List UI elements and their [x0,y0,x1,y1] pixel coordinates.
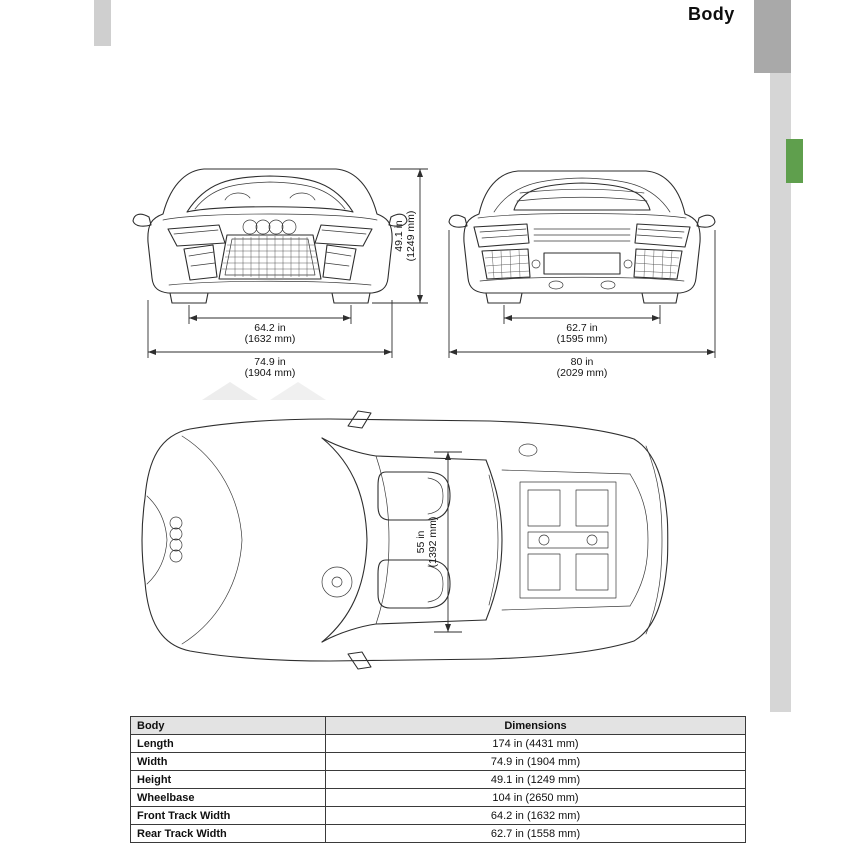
page-corner-mark [94,0,111,46]
spec-label: Length [131,735,326,753]
top-windshield [322,438,367,642]
rear-left-vent-grille [482,249,530,279]
spec-value: 64.2 in (1632 mm) [326,807,746,825]
front-height-dimension [372,169,428,303]
rear-view-diagram [449,171,715,379]
engine-detail [520,482,616,598]
top-width-dimension [415,452,462,632]
grille-mesh [222,236,319,278]
audi-rings-top-icon [170,517,182,562]
table-row [131,771,746,789]
seat-left [378,472,450,520]
rear-track-dimension [504,305,660,345]
steering-wheel [322,567,352,597]
spec-label: Height [131,771,326,789]
rear-left-wheel [486,293,522,303]
top-width-value: 55 in [415,530,427,554]
table-row [131,735,746,753]
rear-width-metric: (2029 mm) [556,367,608,379]
front-right-wheel [332,293,370,303]
front-width-value: 74.9 in [254,356,286,368]
front-left-wheel [170,293,208,303]
front-track-dimension [189,305,351,345]
table-header-row [131,717,746,735]
rear-right-mirror [697,215,715,227]
table-row [131,789,746,807]
rear-track-value: 62.7 in [566,322,598,334]
front-height-metric: (1249 mm) [405,210,417,262]
table-header-body: Body [131,717,326,735]
top-body-outline [142,419,668,661]
spec-value: 49.1 in (1249 mm) [326,771,746,789]
spec-value: 104 in (2650 mm) [326,789,746,807]
table-row [131,753,746,771]
right-exhaust [601,281,615,289]
rear-right-wheel [642,293,678,303]
rear-right-vent-grille [634,249,682,279]
spec-label: Wheelbase [131,789,326,807]
right-headlight [315,225,372,246]
table-row [131,807,746,825]
table-row [131,825,746,843]
header-bar [754,0,791,73]
page-title: Body [688,4,735,24]
spec-label: Width [131,753,326,771]
fuel-cap [519,444,537,456]
seat-right [378,560,450,608]
license-plate [544,253,620,274]
rear-width-value: 80 in [570,356,594,368]
watermark [202,382,326,400]
table-header-dimensions: Dimensions [326,717,746,735]
roof-panel [376,456,486,460]
right-side-grille [323,245,356,280]
front-height-value: 49.1 in [393,220,405,252]
front-track-value: 64.2 in [254,322,286,334]
rear-left-mirror [449,215,467,227]
spec-value: 174 in (4431 mm) [326,735,746,753]
left-mirror [133,214,151,226]
body-dimensions-figure [90,130,790,700]
rear-center-vents [534,229,630,241]
rear-window [514,183,650,210]
audi-rings-icon [243,220,296,234]
spec-label: Rear Track Width [131,825,326,843]
spec-value: 62.7 in (1558 mm) [326,825,746,843]
left-side-grille [184,245,217,280]
front-view-diagram [133,169,428,379]
top-width-metric: (1392 mm) [427,516,439,568]
top-rear-window [486,460,502,620]
top-view-diagram [142,411,668,669]
rear-width-dimension [449,230,715,379]
left-exhaust [549,281,563,289]
front-width-metric: (1904 mm) [244,367,296,379]
spec-label: Front Track Width [131,807,326,825]
spec-value: 74.9 in (1904 mm) [326,753,746,771]
rear-track-metric: (1595 mm) [556,333,608,345]
spec-table [130,716,746,843]
front-track-metric: (1632 mm) [244,333,296,345]
left-headlight [168,225,225,246]
